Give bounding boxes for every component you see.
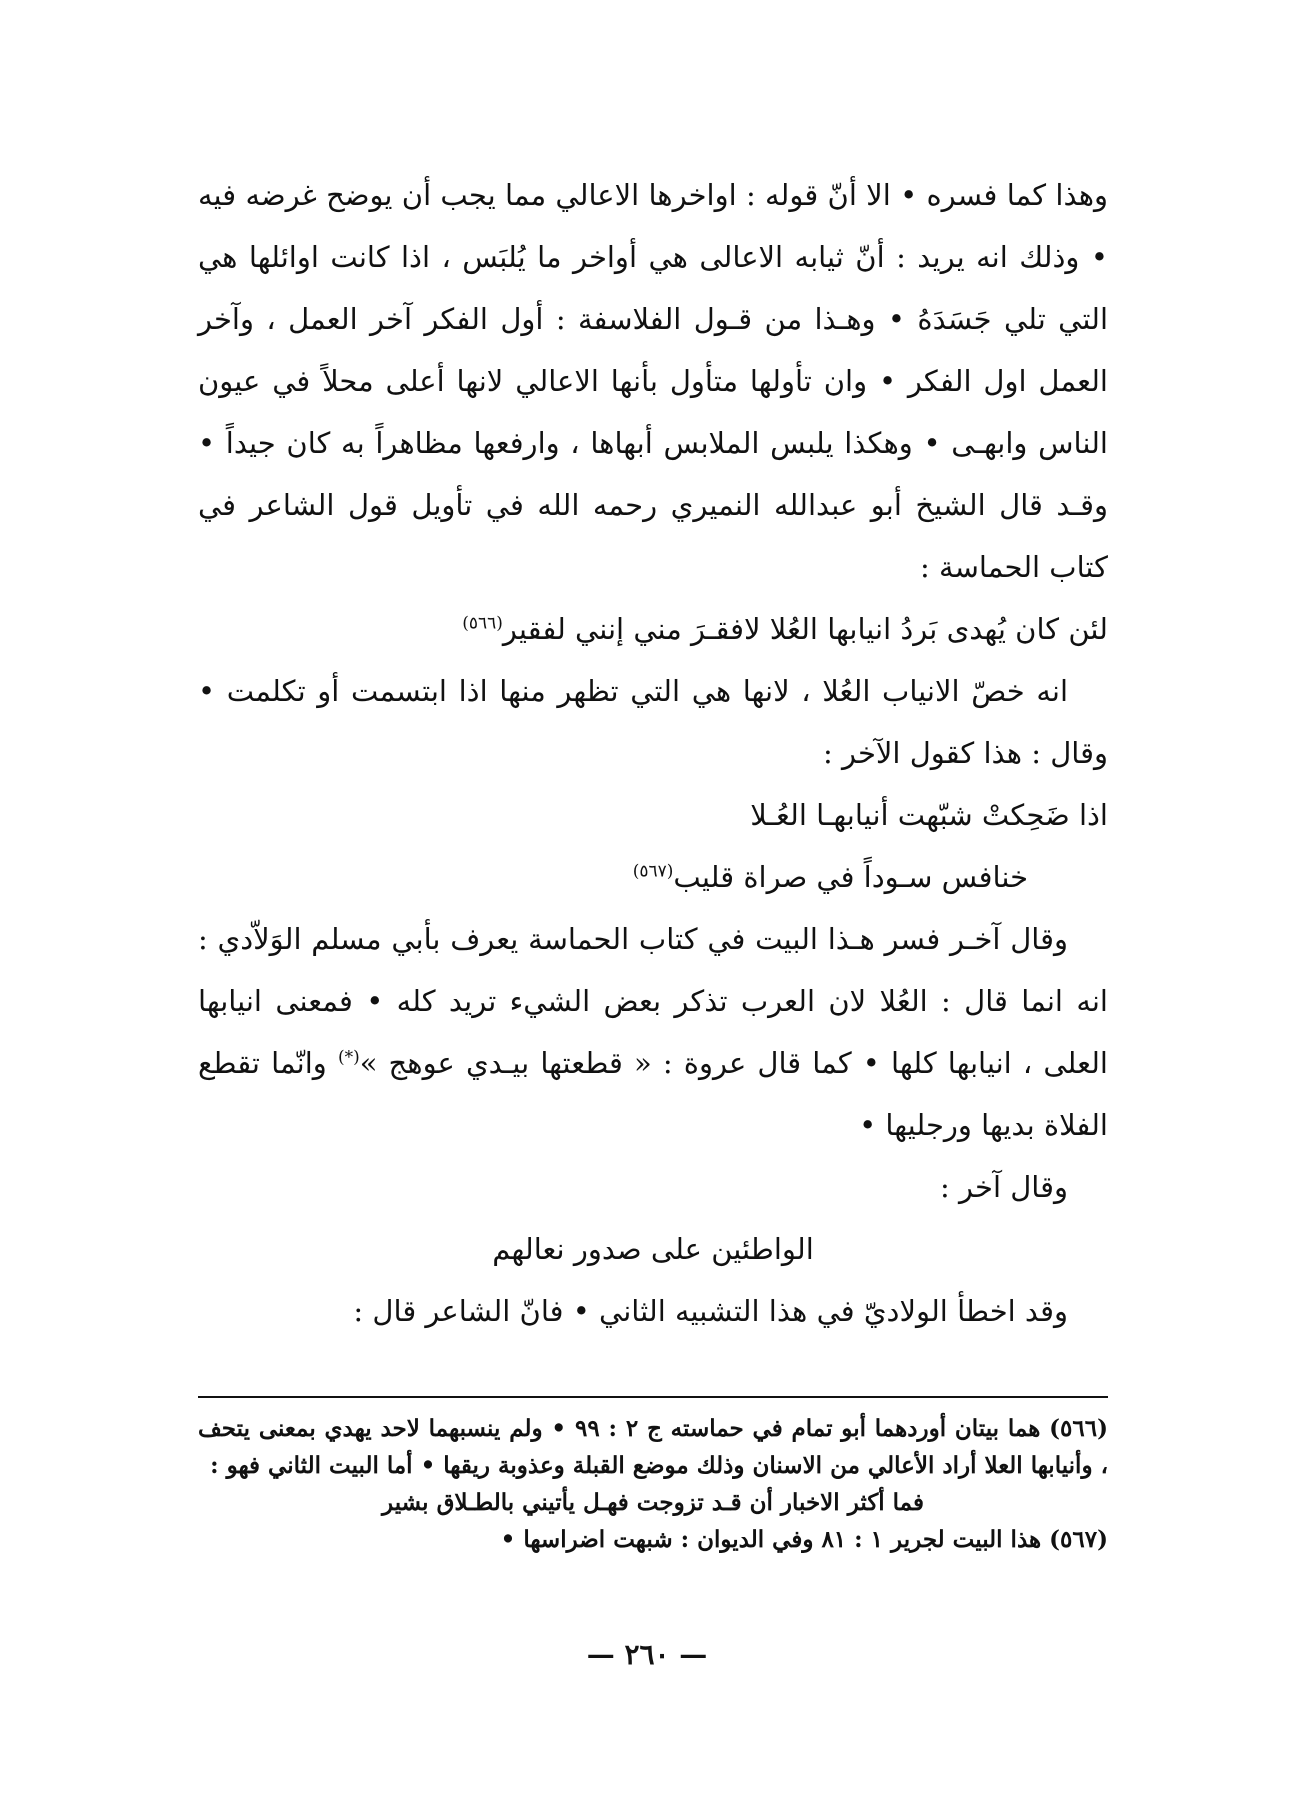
verse-566-text: لئن كان يُهدى بَردُ انيابها العُلا لافقـرَ مني إنني لفقير [502,612,1108,646]
paragraph-1: وهذا كما فسره • الا أنّ قوله : اواخرها الاعالي مما يجب أن يوضح غرضه فيه • وذلك انه يريد : أنّ ثيابه الاعالى هي أواخر ما يُلبَس ، اذا كانت اوائلها هي التي تلي جَسَدَهُ • وهـذا من قـول الفلاسفة : أول الفكر آخر العمل ، وآخر العمل اول الفكر • وان تأولها متأول بأنها الاعالي لانها أعلى محلاً في عيون الناس وابهـى • وهكذا يلبس الملابس أبهاها ، وارفعها مظاهراً به كان جيداً • وقـد قال الشيخ أبو عبدالله النميري رحمه الله في تأويل قول الشاعر في كتاب الحماسة : [198,178,1108,584]
verse-567-hemistich-1: اذا ضَحِكتْ شبّهت أنيابهـا العُـلا [750,798,1108,832]
paragraph-3-end: وانّما تقطع الفلاة بديها ورجليها • [198,1046,1108,1142]
verse-3: الواطئين على صدور نعالهم [492,1232,814,1266]
footnotes [198,1410,1108,1558]
paragraph-3 [198,908,1108,1156]
footnote-566: (٥٦٦) هما بيتان أوردهما أبو تمام في حماسته ج ٢ : ٩٩ • ولم ينسبهما لاحد يهدي بمعنى يتحف ، وأنيابها العلا أراد الأعالي من الاسنان وذلك موضع القبلة وعذوبة ريقها • أما البيت الثاني فهو : [198,1415,1108,1479]
footnote-566-verse: فما أكثر الاخبار أن قـد تزوجت فهـل يأتيني بالطـلاق بشير [382,1489,924,1516]
footnote-ref-star: (*) [337,1047,360,1068]
page-number: — ٢٦٠ — [586,1638,708,1671]
paragraph-5: وقد اخطأ الولاديّ في هذا التشبيه الثاني • فانّ الشاعر قال : [353,1294,1068,1328]
main-text [198,164,1108,1342]
paragraph-4: وقال آخر : [940,1170,1068,1204]
verse-566 [198,598,1108,660]
footnote-ref-567: (٥٦٧) [632,861,674,882]
verse-567-hemistich-2-text: خنافس سـوداً في صراة قليب [673,860,1028,894]
footnote-divider [198,1396,1108,1398]
footnote-567: (٥٦٧) هذا البيت لجرير ١ : ٨١ وفي الديوان : شبهت اضراسها • [500,1526,1108,1553]
footnote-ref-566: (٥٦٦) [462,613,503,634]
paragraph-2: انه خصّ الانياب العُلا ، لانها هي التي تظهر منها اذا ابتسمت أو تكلمت • وقال : هذا كقول الآخر : [198,674,1108,770]
paragraph-3-text: وقال آخـر فسر هـذا البيت في كتاب الحماسة يعرف بأبي مسلم الوَلاّدي : انه انما قال : العُلا لان العرب تذكر بعض الشيء تريد كله • فمعنى انيابها العلى ، انيابها كلها • كما قال عروة : « قطعتها بيـدي عوهج » [198,922,1108,1080]
verse-567-hemistich-2 [198,846,1108,908]
